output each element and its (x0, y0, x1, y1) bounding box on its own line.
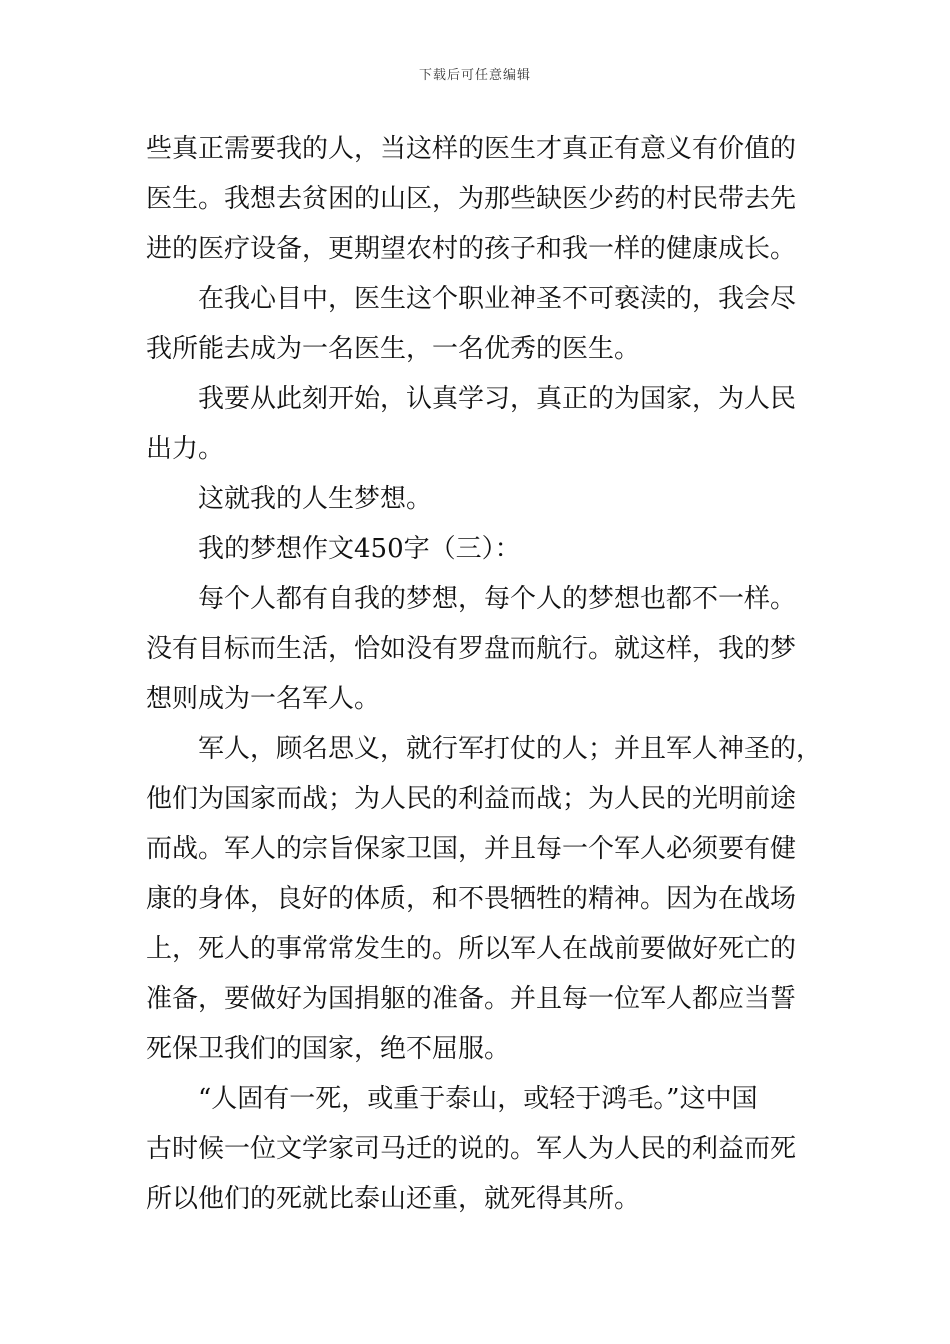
text-line: 准备，要做好为国捐躯的准备。并且每一位军人都应当誓 (146, 984, 797, 1014)
text-line: 进的医疗设备，更期望农村的孩子和我一样的健康成长。 (146, 234, 797, 264)
text-line: 所以他们的死就比泰山还重，就死得其所。 (146, 1184, 641, 1214)
text-line: “人固有一死，或重于泰山，或轻于鸿毛。”这中国 (198, 1084, 758, 1114)
text-line: 在我心目中，医生这个职业神圣不可亵渎的，我会尽 (198, 284, 797, 314)
text-line: 我所能去成为一名医生，一名优秀的医生。 (146, 334, 641, 364)
text-line: 我的梦想作文450字（三）： (198, 534, 521, 564)
text-line: 上，死人的事常常发生的。所以军人在战前要做好死亡的 (146, 934, 797, 964)
page-header: 下载后可任意编辑 (418, 68, 531, 83)
text-line: 他们为国家而战；为人民的利益而战；为人民的光明前途 (146, 784, 797, 814)
text-line: 每个人都有自我的梦想，每个人的梦想也都不一样。 (198, 584, 797, 614)
text-line: 我要从此刻开始，认真学习，真正的为国家，为人民 (198, 384, 797, 414)
text-line: 康的身体，良好的体质，和不畏牺牲的精神。因为在战场 (146, 884, 797, 914)
text-line: 出力。 (146, 434, 225, 464)
document-body (146, 124, 823, 1224)
text-line: 军人，顾名思义，就行军打仗的人；并且军人神圣的， (198, 734, 823, 764)
text-line: 些真正需要我的人，当这样的医生才真正有意义有价值的 (146, 134, 797, 164)
text-line: 而战。军人的宗旨保家卫国，并且每一个军人必须要有健 (146, 834, 797, 864)
text-line: 医生。我想去贫困的山区，为那些缺医少药的村民带去先 (146, 184, 797, 214)
text-line: 古时候一位文学家司马迁的说的。军人为人民的利益而死 (146, 1134, 797, 1164)
text-line: 死保卫我们的国家，绝不屈服。 (146, 1034, 511, 1064)
text-line: 这就我的人生梦想。 (198, 484, 433, 514)
text-line: 没有目标而生活，恰如没有罗盘而航行。就这样，我的梦 (146, 634, 797, 664)
text-line: 想则成为一名军人。 (146, 684, 381, 714)
